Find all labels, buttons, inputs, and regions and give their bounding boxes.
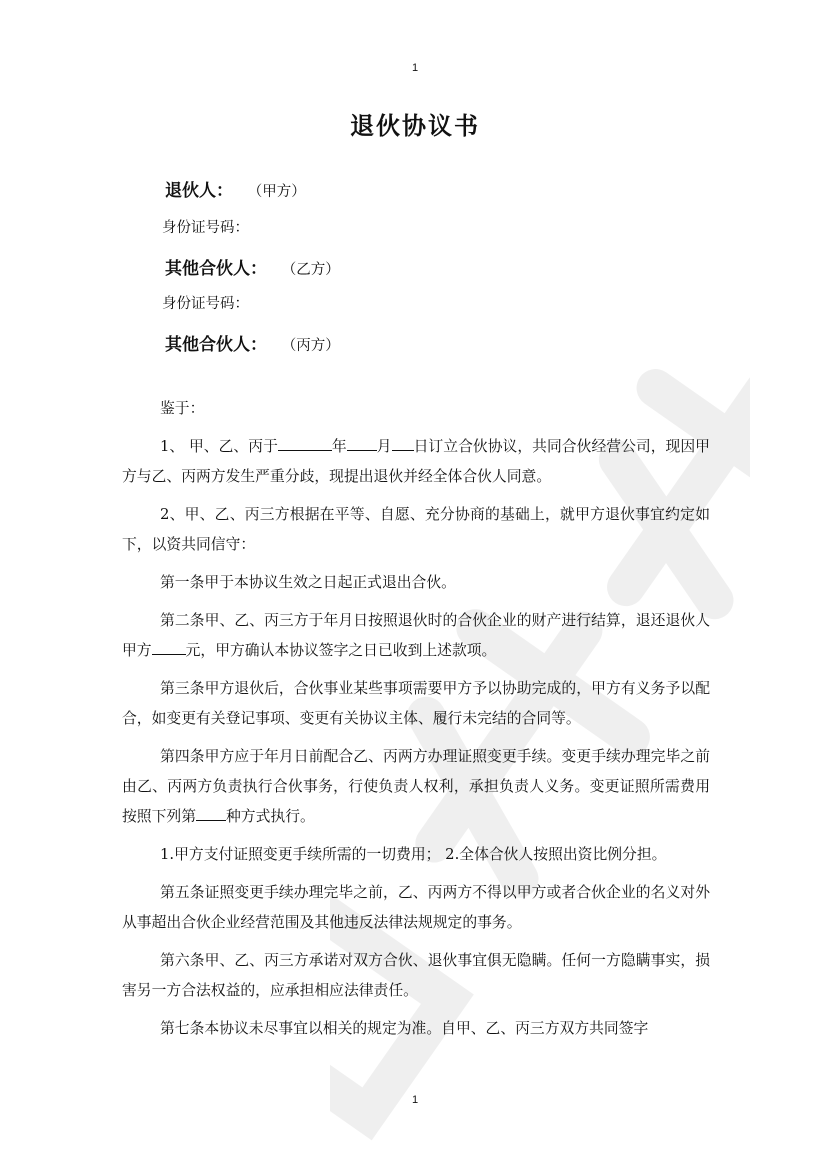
agreement-body: [122, 394, 710, 1052]
recital: 鉴于：: [160, 400, 205, 417]
clause-1-text-d: 日订立合伙协议，共同合伙经营公司，现因甲方与乙、丙两方发生严重分歧，现提出退伙并经全体合伙人同意。: [122, 438, 710, 485]
amount-blank: [152, 640, 186, 655]
year-blank: [278, 436, 332, 451]
article-7: 第七条本协议未尽事宜以相关的规定为准。自甲、乙、丙三方双方共同签字: [160, 1020, 649, 1037]
article-2-text-a: 第二条甲、乙、丙三方于年月日按照退伙时的合伙企业的财产进行结算，退还退伙人甲方: [122, 612, 710, 659]
day-blank: [392, 436, 414, 451]
clause-2: 2、甲、乙、丙三方根据在平等、自愿、充分协商的基础上，就甲方退伙事宜约定如下，以资共同信守：: [122, 506, 710, 553]
party-a-id-label: 身份证号码：: [162, 220, 249, 236]
party-a-line: [165, 176, 306, 201]
clause-1: [122, 432, 710, 492]
clause-1-text-b: 年: [331, 438, 347, 455]
article-4-text-a: 第四条甲方应于年月日前配合乙、丙两方办理证照变更手续。变更手续办理完毕之前由乙、丙两方负责执行合伙事务，行使负责人权利，承担负责人义务。变更证照所需费用按照下列第: [122, 748, 710, 825]
party-c-role: （丙方）: [289, 338, 340, 354]
party-b-line: [165, 254, 340, 279]
article-2: [122, 606, 710, 666]
month-blank: [347, 436, 377, 451]
article-5: 第五条证照变更手续办理完毕之前，乙、丙两方不得以甲方或者合伙企业的名义对外从事超出合伙企业经营范围及其他违反法律法规规定的事务。: [122, 884, 710, 931]
party-a-role: （甲方）: [255, 184, 306, 200]
article-6: 第六条甲、乙、丙三方承诺对双方合伙、退伙事宜俱无隐瞒。任何一方隐瞒事实，损害另一方合法权益的，应承担相应法律责任。: [122, 952, 710, 999]
article-3: 第三条甲方退伙后，合伙事业某些事项需要甲方予以协助完成的，甲方有义务予以配合，如变更有关登记事项、变更有关协议主体、履行未完结的合同等。: [122, 680, 710, 727]
party-a-label: 退伙人：: [165, 181, 233, 201]
document-title: 退伙协议书: [350, 112, 480, 140]
article-1: 第一条甲于本协议生效之日起正式退出合伙。: [160, 574, 456, 591]
clause-1-text-c: 月: [376, 438, 392, 455]
clause-1-text-a: 1、 甲、乙、丙于: [160, 438, 278, 455]
page-number-bottom: 1: [411, 1094, 419, 1106]
party-b-id-label: 身份证号码：: [162, 296, 249, 312]
party-b-role: （乙方）: [289, 262, 340, 278]
option-blank: [196, 806, 226, 821]
party-b-label: 其他合伙人：: [165, 259, 267, 279]
article-2-text-b: 元，甲方确认本协议签字之日已收到上述款项。: [185, 642, 497, 659]
article-4-text-b: 种方式执行。: [226, 808, 315, 825]
page-number-top: 1: [411, 62, 419, 74]
article-4: [122, 742, 710, 832]
article-4-options: 1.甲方支付证照变更手续所需的一切费用； 2.全体合伙人按照出资比例分担。: [160, 846, 667, 863]
party-c-line: [165, 330, 340, 355]
party-c-label: 其他合伙人：: [165, 335, 267, 355]
